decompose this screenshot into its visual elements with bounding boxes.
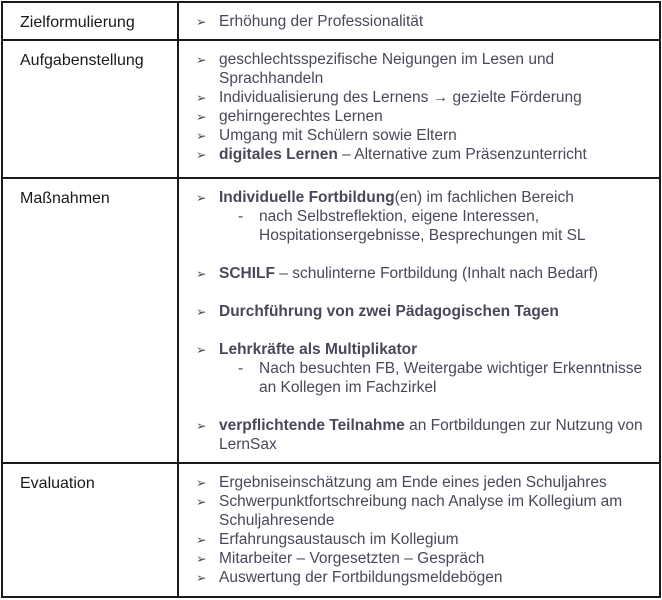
arrow-bullet-icon: ➢ <box>196 109 207 124</box>
list-item <box>196 492 651 530</box>
row-content <box>179 179 659 462</box>
row-content <box>179 41 659 177</box>
table-row <box>3 462 659 596</box>
text-segment: an Fortbildungen zur Nutzung von LernSax <box>219 417 643 453</box>
list-item <box>196 340 651 359</box>
sub-list-item-text: Nach besuchten FB, Weitergabe wichtiger Erkenntnisse an Kollegen im Fachzirkel <box>259 360 643 396</box>
list-item <box>196 530 651 549</box>
sub-list-item-text: nach Selbstreflektion, eigene Interessen, Hospitationsergebnisse, Besprechungen mit SL <box>259 208 586 244</box>
text-segment: Lehrkräfte als Multiplikator <box>219 341 418 358</box>
list-item-text <box>219 264 651 283</box>
row-content <box>179 3 659 39</box>
list-item-text <box>219 340 651 359</box>
list-item <box>196 302 651 321</box>
arrow-bullet-icon: ➢ <box>196 266 207 281</box>
list-item <box>196 473 651 492</box>
text-segment: Ergebniseinschätzung am Ende eines jeden Schuljahres <box>219 474 607 491</box>
arrow-bullet-icon: ➢ <box>196 494 207 509</box>
text-segment: SCHILF <box>219 265 275 282</box>
arrow-bullet-icon: ➢ <box>196 90 207 105</box>
table-row <box>3 3 659 39</box>
text-segment: Schwerpunktfortschreibung nach Analyse im Kollegium am Schuljahresende <box>219 493 623 529</box>
list-item-text <box>219 88 651 107</box>
dash-bullet-icon: - <box>238 208 244 225</box>
row-content <box>179 464 659 596</box>
list-item-text <box>219 50 651 88</box>
list-item <box>196 188 651 207</box>
text-segment: Umgang mit Schülern sowie Eltern <box>219 127 457 144</box>
list-item-text <box>219 568 651 587</box>
schulprogramm-fortbildung-table <box>1 1 661 598</box>
text-segment: Individualisierung des Lernens → gezielte Förderung <box>219 89 582 106</box>
list-item <box>196 12 651 31</box>
arrow-bullet-icon: ➢ <box>196 304 207 319</box>
list-item <box>196 568 651 587</box>
dash-bullet-icon: - <box>238 360 244 377</box>
arrow-bullet-icon: ➢ <box>196 52 207 67</box>
arrow-bullet-icon: ➢ <box>196 532 207 547</box>
text-segment: – schulinterne Fortbildung (Inhalt nach Bedarf) <box>274 265 599 282</box>
row-label: Maßnahmen <box>3 179 179 462</box>
arrow-bullet-icon: ➢ <box>196 418 207 433</box>
list-item-text <box>219 107 651 126</box>
row-label: Zielformulierung <box>3 3 179 39</box>
list-item <box>196 264 651 283</box>
list-item-text <box>219 549 651 568</box>
text-segment: geschlechtsspezifische Neigungen im Lesen und Sprachhandeln <box>219 51 555 87</box>
sub-list-item <box>235 359 651 397</box>
arrow-bullet-icon: ➢ <box>196 14 207 29</box>
arrow-bullet-icon: ➢ <box>196 190 207 205</box>
arrow-bullet-icon: ➢ <box>196 551 207 566</box>
text-segment: – Alternative zum Präsenzunterricht <box>337 146 587 163</box>
list-item-text <box>219 145 651 164</box>
text-segment: (en) im fachlichen Bereich <box>394 189 574 206</box>
list-item <box>196 50 651 88</box>
arrow-bullet-icon: ➢ <box>196 475 207 490</box>
list-item <box>196 107 651 126</box>
text-segment: Mitarbeiter – Vorgesetzten – Gespräch <box>219 550 485 567</box>
list-item-text <box>219 473 651 492</box>
list-item-text <box>219 416 651 454</box>
text-segment: Individuelle Fortbildung <box>219 189 395 206</box>
arrow-bullet-icon: ➢ <box>196 342 207 357</box>
text-segment: Durchführung von zwei Pädagogischen Tagen <box>219 303 559 320</box>
arrow-bullet-icon: ➢ <box>196 570 207 585</box>
list-item <box>196 416 651 454</box>
arrow-bullet-icon: ➢ <box>196 147 207 162</box>
text-segment: digitales Lernen <box>219 146 338 163</box>
list-item <box>196 145 651 164</box>
text-segment: Auswertung der Fortbildungsmeldebögen <box>219 569 503 586</box>
text-segment: verpflichtende Teilnahme <box>219 417 405 434</box>
row-label: Aufgabenstellung <box>3 41 179 177</box>
list-item-text <box>219 530 651 549</box>
sub-list-item <box>235 207 651 245</box>
table-row <box>3 177 659 462</box>
list-item-text <box>219 302 651 321</box>
text-segment: Erhöhung der Professionalität <box>219 13 424 30</box>
arrow-bullet-icon: ➢ <box>196 128 207 143</box>
list-item-text <box>219 188 651 207</box>
list-item <box>196 549 651 568</box>
list-item <box>196 88 651 107</box>
text-segment: Erfahrungsaustausch im Kollegium <box>219 531 459 548</box>
list-item-text <box>219 12 651 31</box>
list-item <box>196 126 651 145</box>
list-item-text <box>219 492 651 530</box>
table-row <box>3 39 659 177</box>
list-item-text <box>219 126 651 145</box>
row-label: Evaluation <box>3 464 179 596</box>
text-segment: gehirngerechtes Lernen <box>219 108 383 125</box>
